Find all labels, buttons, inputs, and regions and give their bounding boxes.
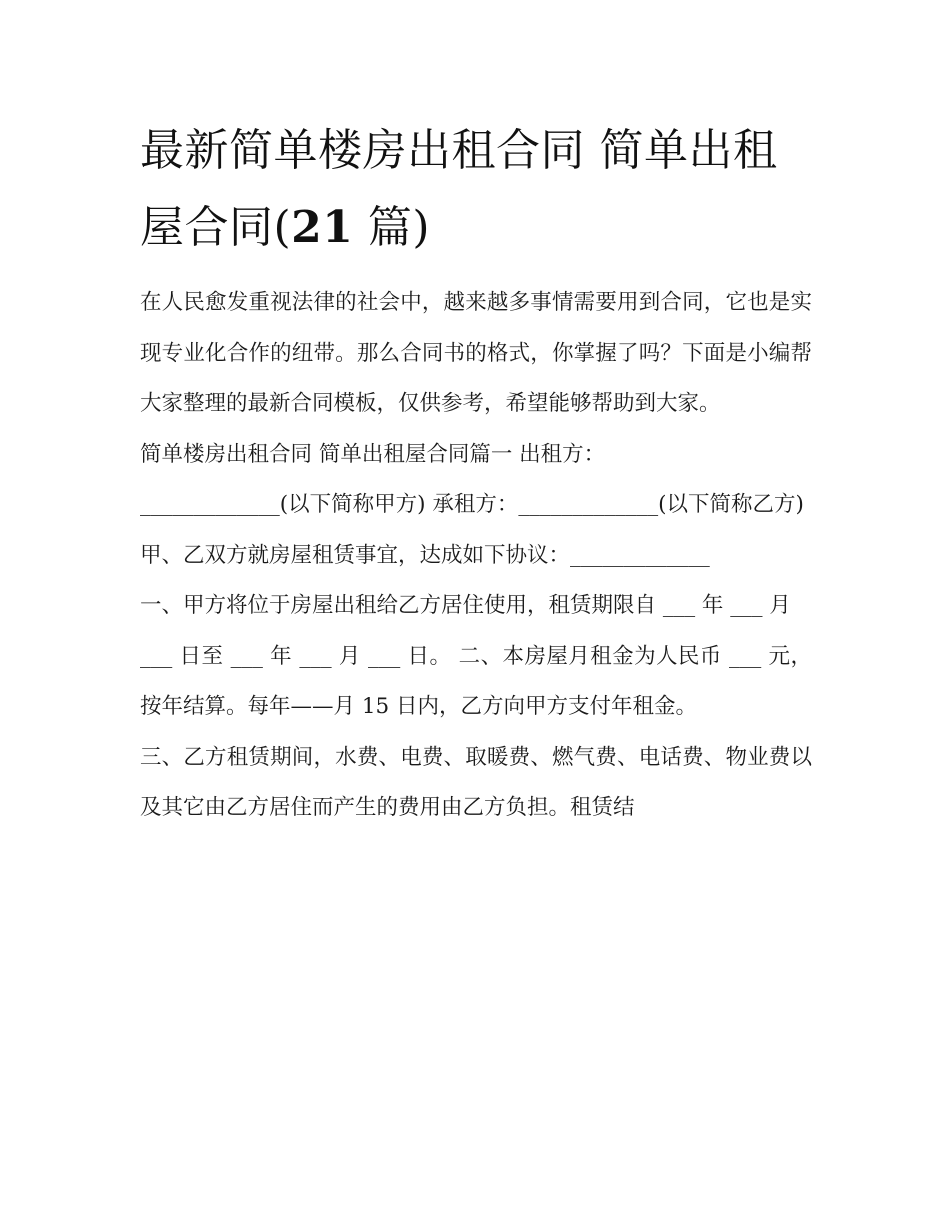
title-main: 最新简单楼房出租合同 简单出租屋合同( — [140, 125, 778, 253]
document-content — [140, 112, 812, 834]
title-count: 21 — [291, 202, 354, 253]
contract-heading-line: 简单楼房出租合同 简单出租屋合同篇一 出租方： — [140, 441, 606, 467]
agreement-paragraph: 甲、乙双方就房屋租赁事宜，达成如下协议：_____________ — [140, 542, 710, 568]
document-body — [140, 278, 812, 834]
clause-three-paragraph: 三、乙方租赁期间，水费、电费、取暖费、燃气费、电话费、物业费以及其它由乙方居住而产生的费用由乙方负担。租赁结 — [140, 744, 812, 820]
parties-paragraph: _____________(以下简称甲方) 承租方：_____________(以下简称乙方) — [140, 492, 804, 517]
document-title — [140, 112, 812, 266]
clause-two-paragraph: ___ 日至 ___ 年 ___ 月 ___ 日。 二、本房屋月租金为人民币 ___ 元，按年结算。每年——月 15 日内，乙方向甲方支付年租金。 — [140, 643, 812, 719]
intro-paragraph: 在人民愈发重视法律的社会中，越来越多事情需要用到合同，它也是实现专业化合作的纽带。那么合同书的格式，你掌握了吗？下面是小编帮大家整理的最新合同模板，仅供参考，希望能够帮助到大家。 — [140, 290, 812, 416]
title-end: 篇) — [353, 202, 431, 253]
clause-one-paragraph: 一、甲方将位于房屋出租给乙方居住使用，租赁期限自 ___ 年 ___ 月 — [140, 593, 791, 618]
